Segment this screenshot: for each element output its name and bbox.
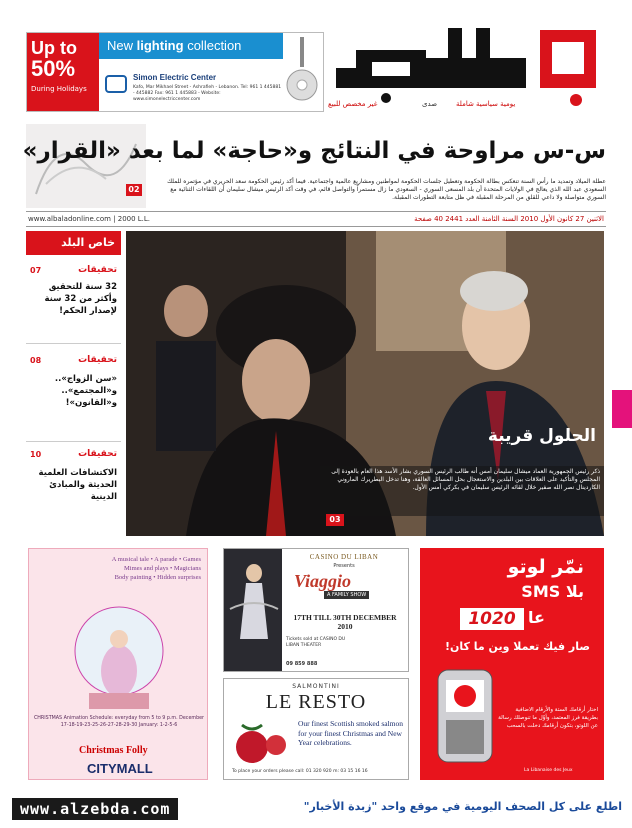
sidebar-item-text[interactable]: الاكتشافات العلمية الحديثة والمبادئ الدينية [38,468,117,502]
masthead-sada: صدى [422,100,438,108]
divider [26,343,121,344]
side-marker [612,390,632,428]
citymall-logo: CITYMALL [87,761,153,776]
masthead-not-for-sale: غير مخصص للبيع [328,100,378,108]
loto-rules: اختار أرقامك الستة والأرقام الاضافية بطريقة فرز المعتمد، وأوّل ما تنوصلك رسالة عن اللوتو، بتكون أرقامك دخلت بالسحب [498,707,598,729]
photo-page-badge: 03 [326,514,344,526]
page-badge: 02 [126,184,142,196]
loto-number: 1020 [460,608,524,630]
loto-line3: صار فيك تعملا وين ما كان! [445,640,590,653]
citymall-advertisement[interactable] [28,548,208,780]
company-address: Kafo, Mar Mikhael Street - Ashrafieh - Lebanon. Tel: 961 1 445881 - 445882 Fax: 961 1 445883 - Website: www.simonelectriccenter.com [133,85,282,102]
photo-title[interactable]: الحلول قريبة [487,426,596,446]
divider [26,441,121,442]
sidebar-page-number: 07 [30,266,42,275]
show-dates: 17TH TILL 30TH DECEMBER 2010 [293,613,397,631]
christmas-folly: Christmas Folly [79,745,148,756]
sidebar-page-number: 10 [30,450,42,459]
ad-banner [99,33,283,59]
sale-holidays: During Holidays [31,85,87,93]
footer-url[interactable]: www.alzebda.com [12,798,178,820]
banner-new: New [107,38,134,53]
issue-info-bar [26,211,606,227]
banner-lighting: lighting [136,38,184,53]
masthead[interactable] [326,20,604,116]
loto-line1: نمّر لوتو [507,556,584,578]
ad-line: Mimes and plays • Magicians [123,565,201,572]
lead-story[interactable] [22,124,606,208]
masthead-tagline: يومية سياسية شاملة [456,100,516,108]
website-price: www.albaladonline.com | 2000 L.L. [28,215,151,223]
ad-schedule: CHRISTMAS Animation Schedule: everyday from 5 to 9 p.m. December 17-18-19-23-25-26-27-28-29-30 January: 1-2-5-6 [33,716,205,728]
show-title: Viaggio [294,571,352,591]
sidebar-item-text[interactable]: 32 سنة للتحقيق وأكثر من 32 سنة لإصدار الحكم! [44,282,117,316]
resto-brand: SALMONTINI [292,683,340,690]
loto-advertisement[interactable] [420,548,604,780]
sidebar-category: تحقيقات [78,355,117,365]
show-subtitle: A FAMILY SHOW [324,591,369,599]
sale-panel [27,33,99,111]
mobile-phone-icon [430,666,500,766]
loto-sponsor: La Libanaise des Jeux [524,768,573,773]
sidebar-page-number: 08 [30,356,42,365]
banner-collection: collection [187,38,242,53]
company-name: Simon Electric Center [133,73,217,82]
footer-promo[interactable]: اطلع على كل الصحف اليومية في موقع واحد "زبدة الأخبار" [303,800,622,813]
top-advertisement[interactable] [26,32,324,112]
footer[interactable] [12,796,622,822]
casino-advertisement[interactable] [223,548,409,672]
ornament-ball-icon [232,719,292,767]
lamp-icon [285,37,319,107]
resto-name: LE RESTO [265,691,367,713]
sale-percent: 50% [31,56,76,81]
ticket-phone: 09 859 888 [286,661,318,667]
sale-up-to: Up to [31,38,77,58]
performer-icon [224,549,282,672]
snow-globe-icon [69,601,169,711]
performer-photo [224,549,282,672]
sidebar-category: تحقيقات [78,265,117,275]
company-logo-icon [105,75,127,93]
ticket-info: Tickets sold at CASINO DU LIBAN THEATER [286,637,346,648]
casino-name: CASINO DU LIBAN [309,553,379,561]
resto-advertisement[interactable] [223,678,409,780]
ad-line: Body painting • Hidden surprises [114,574,201,581]
issue-date: الاثنين 27 كانون الأول 2010 السنة الثامنة العدد 2441 40 صفحة [414,215,604,223]
sidebar-category: تحقيقات [78,449,117,459]
casino-presents: Presents [333,563,355,569]
photo-caption: ذكر رئيس الجمهورية العماد ميشال سليمان أمس أنه طالب الرئيس السوري بشار الأسد هذا العام بالعودة إلى المجلس والتأكيد على العلاقات بين البلدين والاستعجال بحل المسائل العالقة، وهنا تدخل البطريرك الماروني الكاردينال نصر الله صفير خلال لقائه الرئيس سليمان في بكركي أمس الأول. [320,466,604,516]
ad-lines [112,555,201,582]
resto-phone: To place your orders please call: 01 320 920 m: 03 15 16 16 [232,769,368,774]
sidebar-item-text[interactable]: «سن الزواج».. و«المجتمع».. و«القانون»! [54,374,117,408]
sidebar-header: خاص البلد [26,231,121,255]
lead-paragraph: عطلة الميلاد وتمديد ما رأس السنة تنعكس بطالة الحكومة وتعطيل جلسات الحكومة لمواطنين ومشاريع عالمية واجتماعية. فيما أكد رئيس الحكومة سعد الحريري في مؤتمره للملك السعودي عبد الله الذي يعالج في الولايات المتحدة أن بلد المسعى السوري - السعودي ما زال مستمراً والتواصل قائم، في وقت أكد الرئيس ميشال سليمان أن اللقاءات الثنائية مع السوري متواصلة ولا داعي للقلق من المرحلة المقبلة في ظل متابعة التطورات المقبلة. [167,178,606,201]
ad-line: A musical tale • A parade • Games [111,556,201,563]
resto-text: Our finest Scottish smoked salmon for your finest Christmas and New Year celebrations. [298,719,403,747]
main-headline[interactable]: س-س مراوحة في النتائج و«حاجة» لما بعد «القرار» [22,138,606,164]
sidebar [26,231,121,536]
loto-line2: بلا SMS [521,582,584,601]
loto-ala: عا [528,608,545,627]
